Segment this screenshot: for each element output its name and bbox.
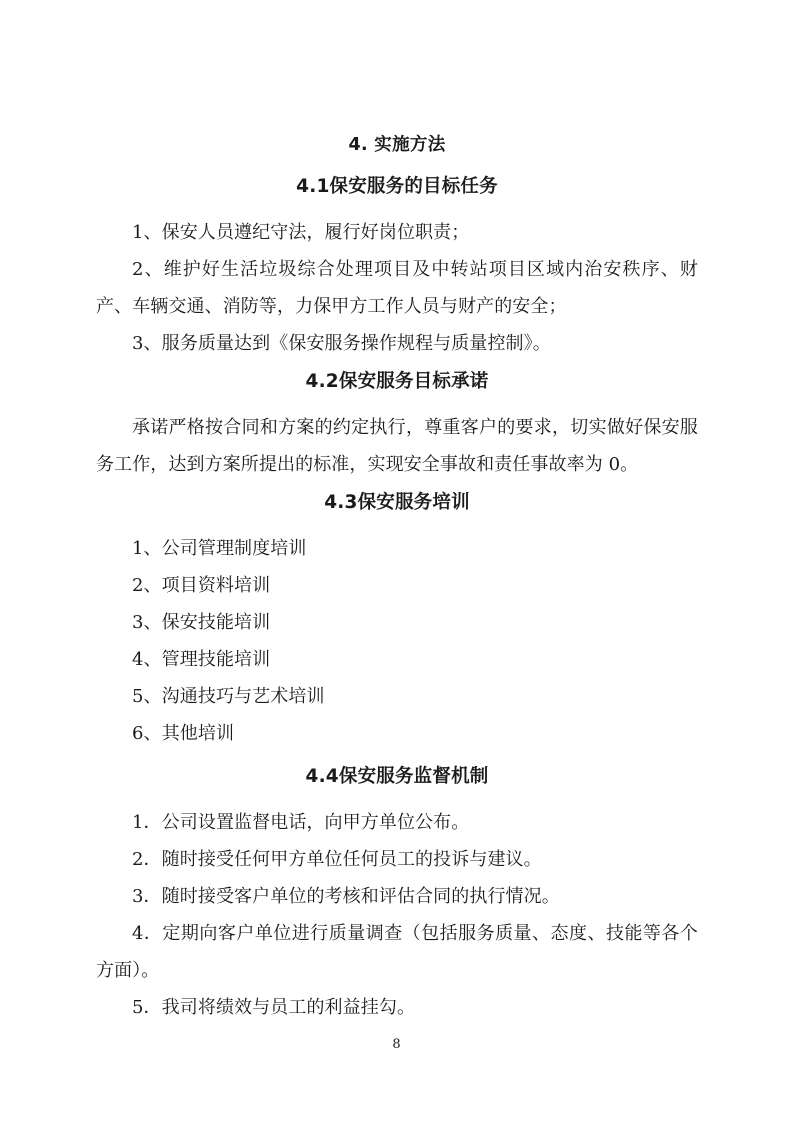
section-4-3-list bbox=[96, 530, 698, 752]
heading-4-4: 4.4保安服务监督机制 bbox=[305, 766, 489, 787]
list-item: 1、保安人员遵纪守法，履行好岗位职责； bbox=[132, 222, 470, 243]
heading-4-1: 4.1保安服务的目标任务 bbox=[296, 176, 498, 197]
list-item: 2、维护好生活垃圾综合处理项目及中转站项目区域内治安秩序、财产、车辆交通、消防等，力保甲方工作人员与财产的安全； bbox=[96, 259, 698, 317]
page-number: 8 bbox=[392, 1037, 401, 1052]
list-item: 1、公司管理制度培训 bbox=[132, 538, 307, 559]
section-4-4-list bbox=[96, 804, 698, 1026]
list-item: 6、其他培训 bbox=[132, 723, 235, 744]
list-item: 1．公司设置监督电话，向甲方单位公布。 bbox=[132, 812, 470, 833]
list-item: 2．随时接受任何甲方单位任何员工的投诉与建议。 bbox=[132, 849, 542, 870]
list-item: 3、服务质量达到《保安服务操作规程与质量控制》。 bbox=[132, 333, 551, 354]
list-item: 5．我司将绩效与员工的利益挂勾。 bbox=[132, 997, 416, 1018]
section-4-1-list bbox=[96, 214, 698, 362]
heading-4-3: 4.3保安服务培训 bbox=[324, 492, 470, 513]
page-content bbox=[96, 128, 698, 1026]
list-item: 5、沟通技巧与艺术培训 bbox=[132, 686, 325, 707]
list-item: 3、保安技能培训 bbox=[132, 612, 271, 633]
list-item: 3．随时接受客户单位的考核和评估合同的执行情况。 bbox=[132, 886, 560, 907]
page-title: 4. 实施方法 bbox=[348, 135, 446, 155]
spacer bbox=[96, 752, 698, 760]
list-item: 4．定期向客户单位进行质量调查（包括服务质量、态度、技能等各个方面）。 bbox=[96, 923, 698, 981]
heading-4-2: 4.2保安服务目标承诺 bbox=[305, 371, 489, 392]
list-item: 4、管理技能培训 bbox=[132, 649, 271, 670]
section-4-2-paragraph: 承诺严格按合同和方案的约定执行，尊重客户的要求，切实做好保安服务工作，达到方案所提出的标准，实现安全事故和责任事故率为 0。 bbox=[96, 417, 698, 475]
list-item: 2、项目资料培训 bbox=[132, 575, 271, 596]
